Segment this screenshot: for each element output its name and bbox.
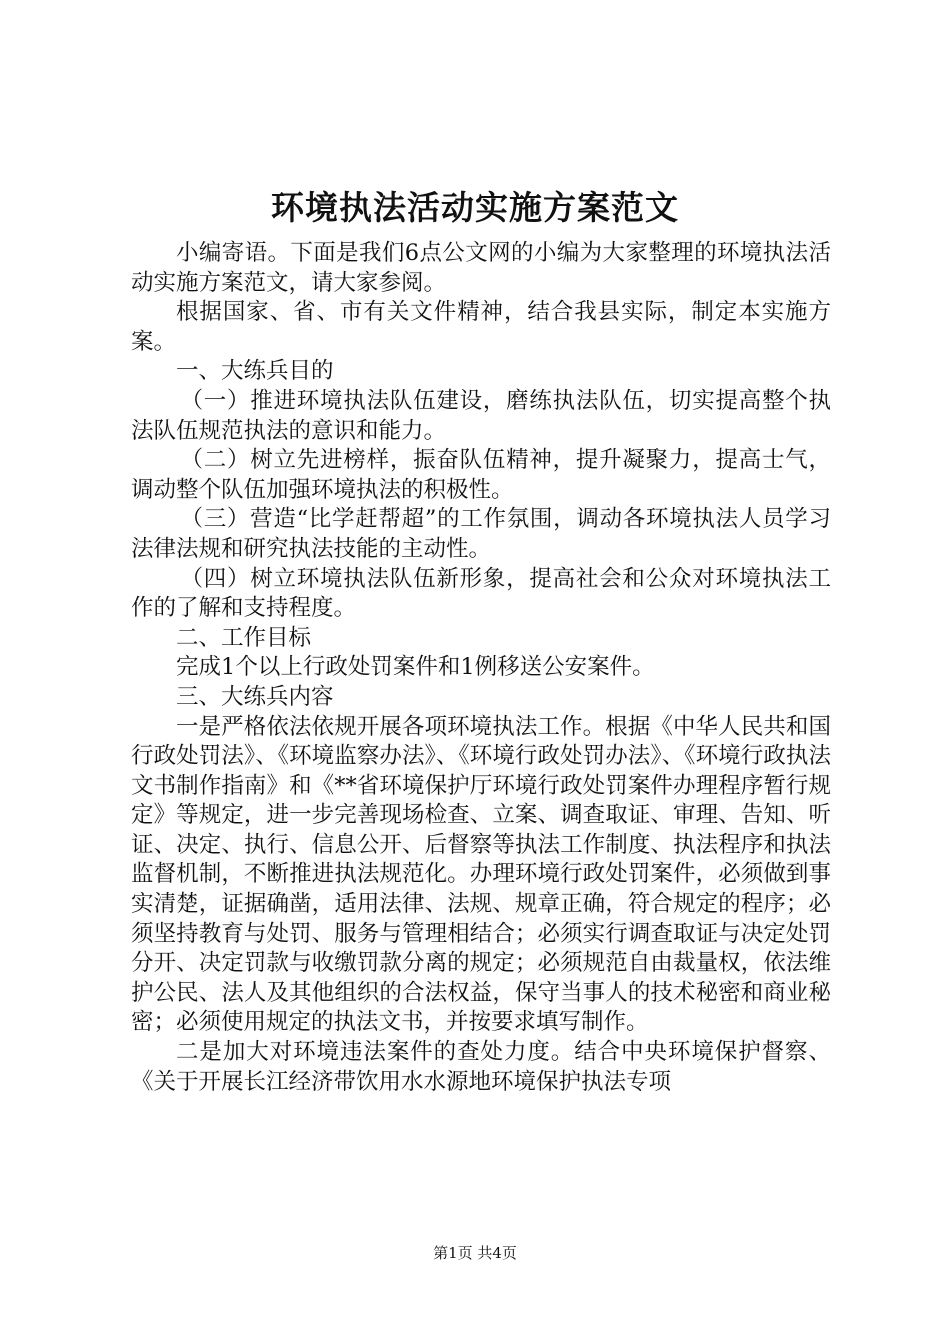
- list-item-2: （二）树立先进榜样，振奋队伍精神，提升凝聚力，提高士气，调动整个队伍加强环境执法的积极性。: [131, 447, 831, 503]
- paragraph-content-2: 二是加大对环境违法案件的查处力度。结合中央环境保护督察、《关于开展长江经济带饮用水水源地环境保护执法专项: [131, 1039, 831, 1095]
- list-item-3: （三）营造“比学赶帮超”的工作氛围，调动各环境执法人员学习法律法规和研究执法技能的主动性。: [131, 506, 831, 562]
- document-body: [131, 239, 831, 1097]
- page-footer: 第1页 共4页: [433, 1244, 517, 1262]
- section-heading-3: 三、大练兵内容: [176, 683, 334, 710]
- section-heading-1: 一、大练兵目的: [176, 358, 334, 385]
- paragraph-intro: 小编寄语。下面是我们6点公文网的小编为大家整理的环境执法活动实施方案范文，请大家参阅。: [131, 240, 831, 296]
- paragraph-goal: 完成1个以上行政处罚案件和1例移送公安案件。: [176, 654, 655, 681]
- list-item-1: （一）推进环境执法队伍建设，磨练执法队伍，切实提高整个执法队伍规范执法的意识和能力。: [131, 387, 831, 444]
- document-title: 环境执法活动实施方案范文: [271, 188, 679, 227]
- paragraph-basis: 根据国家、省、市有关文件精神，结合我县实际，制定本实施方案。: [131, 299, 831, 355]
- paragraph-content-1: 一是严格依法依规开展各项环境执法工作。根据《中华人民共和国行政处罚法》、《环境监察办法》、《环境行政处罚办法》、《环境行政执法文书制作指南》和《**省环境保护厅环境行政处罚案件办理程序暂行规定》等规定，进一步完善现场检查、立案、调查取证、审理、告知、听证、决定、执行、信息公开、后督察等执法工作制度、执法程序和执法监督机制，不断推进执法规范化。办理环境行政处罚案件，必须做到事实清楚，证据确凿，适用法律、法规、规章正确，符合规定的程序；必须坚持教育与处罚、服务与管理相结合；必须实行调查取证与决定处罚分开、决定罚款与收缴罚款分离的规定；必须规范自由裁量权，依法维护公民、法人及其他组织的合法权益，保守当事人的技术秘密和商业秘密；必须使用规定的执法文书，并按要求填写制作。: [131, 713, 831, 1036]
- list-item-4: （四）树立环境执法队伍新形象，提高社会和公众对环境执法工作的了解和支持程度。: [131, 565, 831, 622]
- section-heading-2: 二、工作目标: [176, 624, 312, 651]
